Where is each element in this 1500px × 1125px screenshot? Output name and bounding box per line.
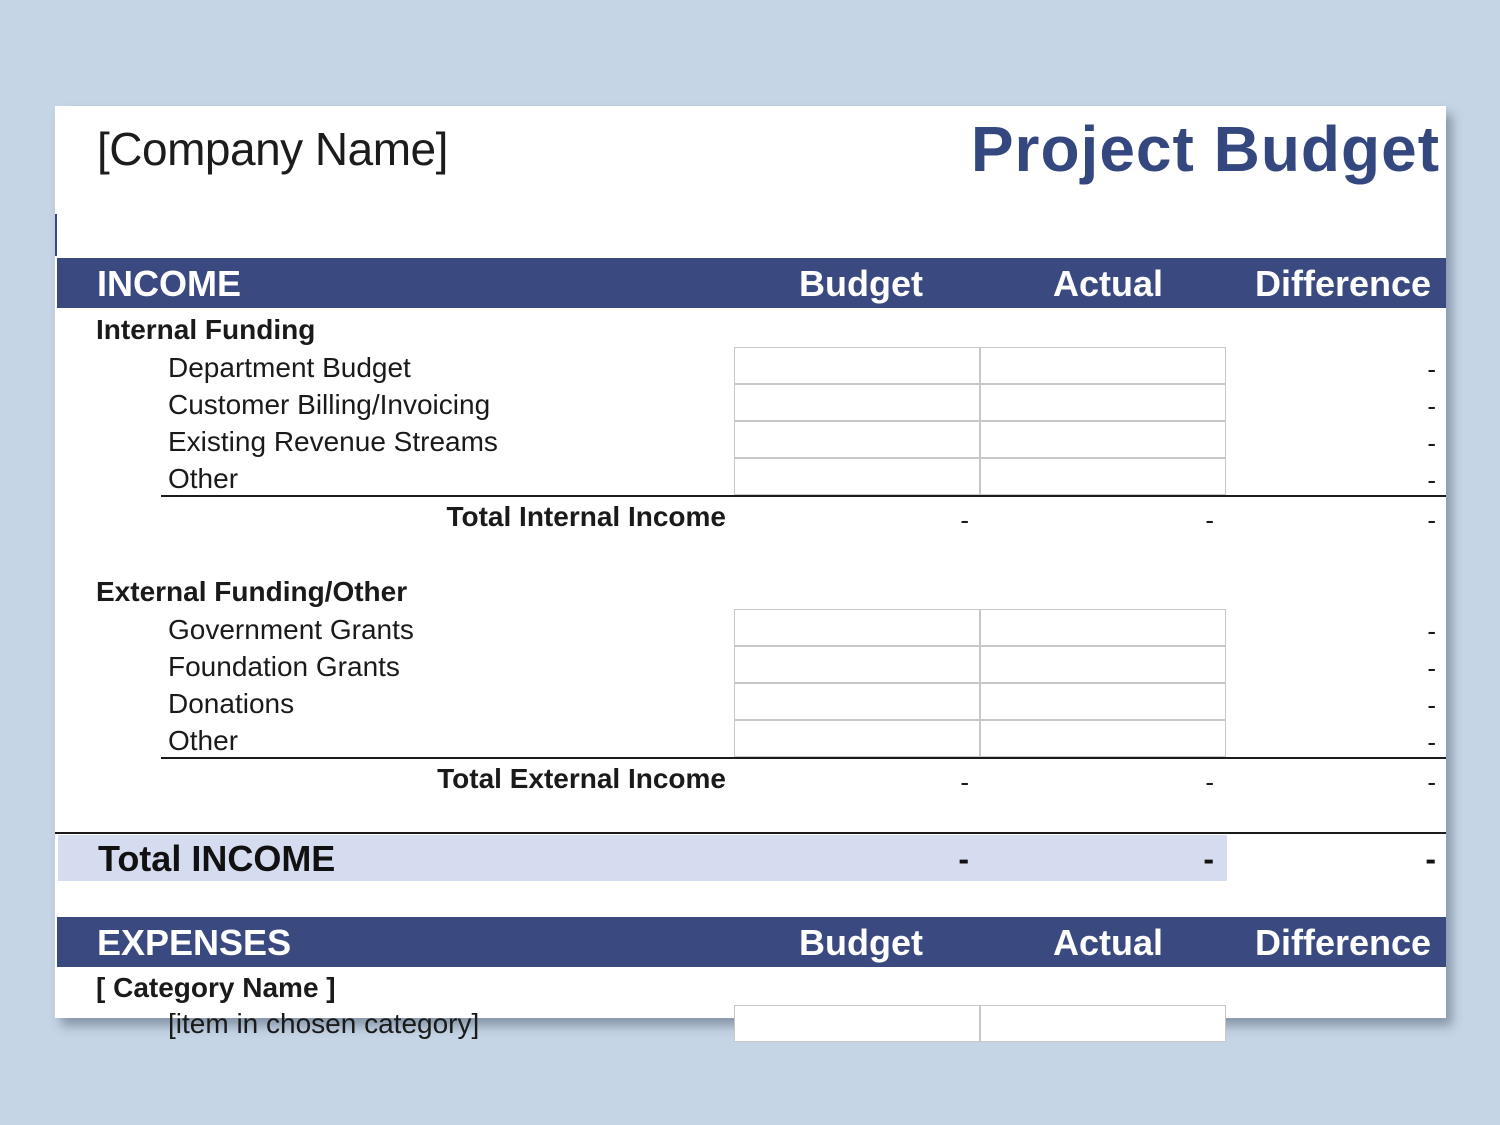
actual-cell[interactable] xyxy=(980,720,1226,757)
actual-cell[interactable] xyxy=(980,609,1226,646)
expenses-header xyxy=(57,917,1446,967)
total-external-income-label: Total External Income xyxy=(437,763,726,794)
actual-cell[interactable] xyxy=(980,384,1226,421)
expense-category-name: [ Category Name ] xyxy=(96,972,336,1003)
difference-value: - xyxy=(1427,391,1436,421)
budget-cell[interactable] xyxy=(734,1005,980,1042)
actual-cell[interactable] xyxy=(980,347,1226,384)
income-item: Government Grants xyxy=(168,614,414,645)
budget-cell[interactable] xyxy=(734,458,980,495)
total-internal-difference: - xyxy=(1427,505,1436,535)
total-income-budget: - xyxy=(958,841,969,877)
total-external-budget: - xyxy=(960,767,969,797)
income-item: Other xyxy=(168,725,239,756)
spreadsheet xyxy=(55,106,1446,1039)
subtotal-rule xyxy=(161,757,1446,759)
total-external-difference: - xyxy=(1427,767,1436,797)
total-internal-actual: - xyxy=(1205,505,1214,535)
total-internal-budget: - xyxy=(960,505,969,535)
income-item: Existing Revenue Streams xyxy=(168,426,498,457)
income-header-label: INCOME xyxy=(97,263,241,304)
difference-value: - xyxy=(1427,727,1436,757)
budget-cell[interactable] xyxy=(734,720,980,757)
expense-item: [item in chosen category] xyxy=(168,1008,480,1039)
total-income-actual: - xyxy=(1203,841,1214,877)
income-item: Donations xyxy=(168,688,295,719)
page-title: Project Budget xyxy=(970,113,1440,185)
expenses-header-budget: Budget xyxy=(799,922,923,963)
difference-value: - xyxy=(1427,616,1436,646)
total-income-rule xyxy=(55,832,1446,834)
income-item: Other xyxy=(168,463,239,494)
total-internal-income-label: Total Internal Income xyxy=(446,501,726,532)
actual-cell[interactable] xyxy=(980,421,1226,458)
income-item: Customer Billing/Invoicing xyxy=(168,389,491,420)
expenses-header-label: EXPENSES xyxy=(97,922,292,963)
actual-cell[interactable] xyxy=(980,646,1226,683)
income-header-actual: Actual xyxy=(1053,263,1164,304)
income-header-budget: Budget xyxy=(799,263,923,304)
difference-value: - xyxy=(1427,653,1436,683)
subtotal-rule xyxy=(161,495,1446,497)
category-external-funding: External Funding/Other xyxy=(96,576,408,607)
budget-cell[interactable] xyxy=(734,683,980,720)
budget-cell[interactable] xyxy=(734,646,980,683)
actual-cell[interactable] xyxy=(980,683,1226,720)
income-item: Department Budget xyxy=(168,352,411,383)
difference-value: - xyxy=(1427,690,1436,720)
difference-value: - xyxy=(1427,428,1436,458)
income-header-difference: Difference xyxy=(1255,263,1432,304)
budget-cell[interactable] xyxy=(734,421,980,458)
company-name[interactable]: [Company Name] xyxy=(97,123,448,175)
left-edge-marker xyxy=(55,214,57,256)
total-income-label: Total INCOME xyxy=(98,838,336,879)
income-item: Foundation Grants xyxy=(168,651,400,682)
difference-value: - xyxy=(1427,465,1436,495)
budget-cell[interactable] xyxy=(734,347,980,384)
actual-cell[interactable] xyxy=(980,458,1226,495)
income-header xyxy=(57,258,1446,308)
expenses-header-actual: Actual xyxy=(1053,922,1164,963)
budget-cell[interactable] xyxy=(734,384,980,421)
total-income-difference: - xyxy=(1425,841,1436,877)
category-internal-funding: Internal Funding xyxy=(96,314,316,345)
expenses-header-difference: Difference xyxy=(1255,922,1432,963)
budget-cell[interactable] xyxy=(734,609,980,646)
actual-cell[interactable] xyxy=(980,1005,1226,1042)
total-external-actual: - xyxy=(1205,767,1214,797)
difference-value: - xyxy=(1427,354,1436,384)
